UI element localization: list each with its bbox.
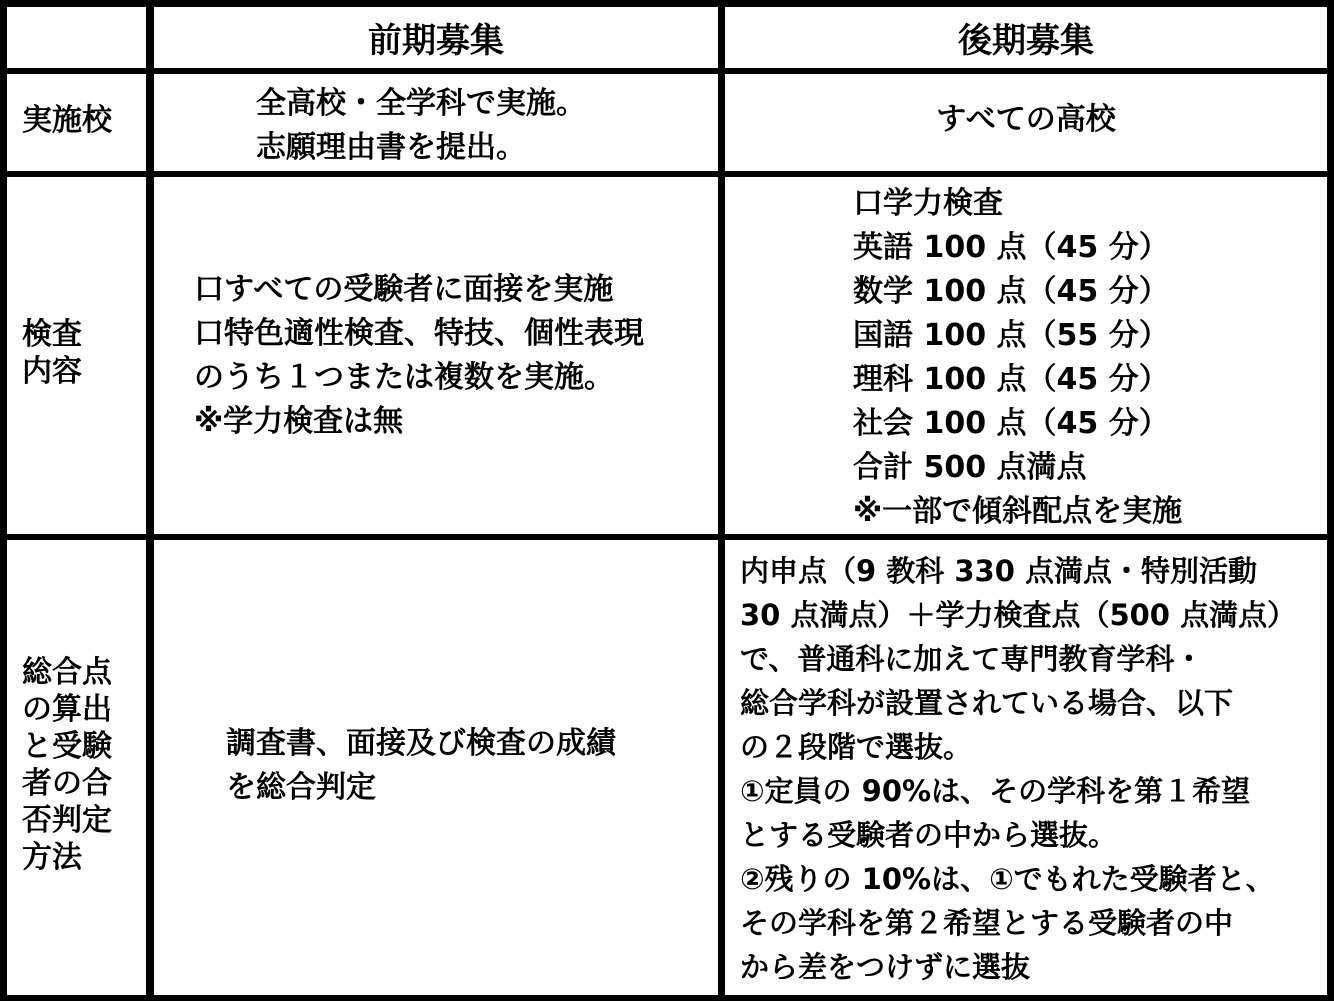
text-line: 志願理由書を提出。 (256, 130, 526, 165)
label-line: の算出 (22, 692, 112, 727)
row-label-schools: 実施校 (22, 103, 112, 138)
text-line: 30 点満点）＋学力検査点（500 点満点） (740, 598, 1297, 632)
label-line: 者の合 (22, 766, 112, 801)
table-row-divider (0, 534, 1334, 540)
table-border-right (1327, 0, 1334, 1001)
text-line: 口特色適性検査、特技、個性表現 (194, 316, 644, 351)
text-line: から差をつけずに選抜 (740, 950, 1031, 984)
table-column-divider (146, 0, 154, 1001)
text-line: すべての高校 (936, 102, 1116, 137)
text-line: 調査書、面接及び検査の成績 (226, 726, 616, 761)
label-line: 方法 (22, 840, 82, 875)
text-line: 総合学科が設置されている場合、以下 (740, 686, 1234, 720)
row-label-exam-content (22, 316, 146, 390)
table-row-divider (0, 68, 1334, 74)
table-column-divider (718, 0, 725, 1001)
text-line: のうち１つまたは複数を実施。 (194, 360, 614, 395)
text-line: 社会 100 点（45 分） (853, 406, 1169, 441)
text-line: 口学力検査 (853, 186, 1003, 221)
header-late-recruitment: 後期募集 (958, 21, 1094, 61)
text-line: ※学力検査は無 (194, 404, 404, 439)
header-early-recruitment: 前期募集 (368, 21, 504, 61)
early-scoring-method-text (226, 722, 716, 810)
text-line: 英語 100 点（45 分） (853, 230, 1169, 265)
label-line: 検査 (22, 317, 82, 352)
text-line: の２段階で選抜。 (740, 730, 973, 764)
label-line: 否判定 (22, 803, 112, 838)
table-row-divider (0, 171, 1334, 177)
text-line: を総合判定 (226, 770, 376, 805)
text-line: 内申点（9 教科 330 点満点・特別活動 (740, 554, 1258, 588)
text-line: 全高校・全学科で実施。 (256, 86, 586, 121)
text-line: ①定員の 90%は、その学科を第１希望 (740, 774, 1251, 808)
text-line: 合計 500 点満点 (853, 450, 1087, 485)
table-border-bottom (0, 995, 1334, 1001)
text-line: ※一部で傾斜配点を実施 (853, 494, 1183, 529)
text-line: その学科を第２希望とする受験者の中 (740, 906, 1234, 940)
text-line: 数学 100 点（45 分） (853, 274, 1169, 309)
text-line: ②残りの 10%は、①でもれた受験者と、 (740, 862, 1275, 896)
early-exam-content-text (194, 268, 714, 444)
label-line: 内容 (22, 354, 82, 389)
table-border-left (0, 0, 7, 1001)
text-line: で、普通科に加えて専門教育学科・ (740, 642, 1204, 676)
late-exam-content-text (853, 182, 1323, 534)
early-schools-text (256, 82, 716, 170)
table-border-top (0, 0, 1334, 7)
text-line: 口すべての受験者に面接を実施 (194, 272, 614, 307)
header-corner (7, 7, 146, 68)
label-line: と受験 (22, 729, 112, 764)
text-line: 理科 100 点（45 分） (853, 362, 1169, 397)
label-line: 総合点 (22, 655, 112, 690)
late-schools-text (725, 98, 1327, 142)
row-label-scoring-method (22, 654, 146, 876)
late-scoring-method-text (740, 549, 1325, 989)
text-line: とする受験者の中から選抜。 (740, 818, 1118, 852)
text-line: 国語 100 点（55 分） (853, 318, 1169, 353)
